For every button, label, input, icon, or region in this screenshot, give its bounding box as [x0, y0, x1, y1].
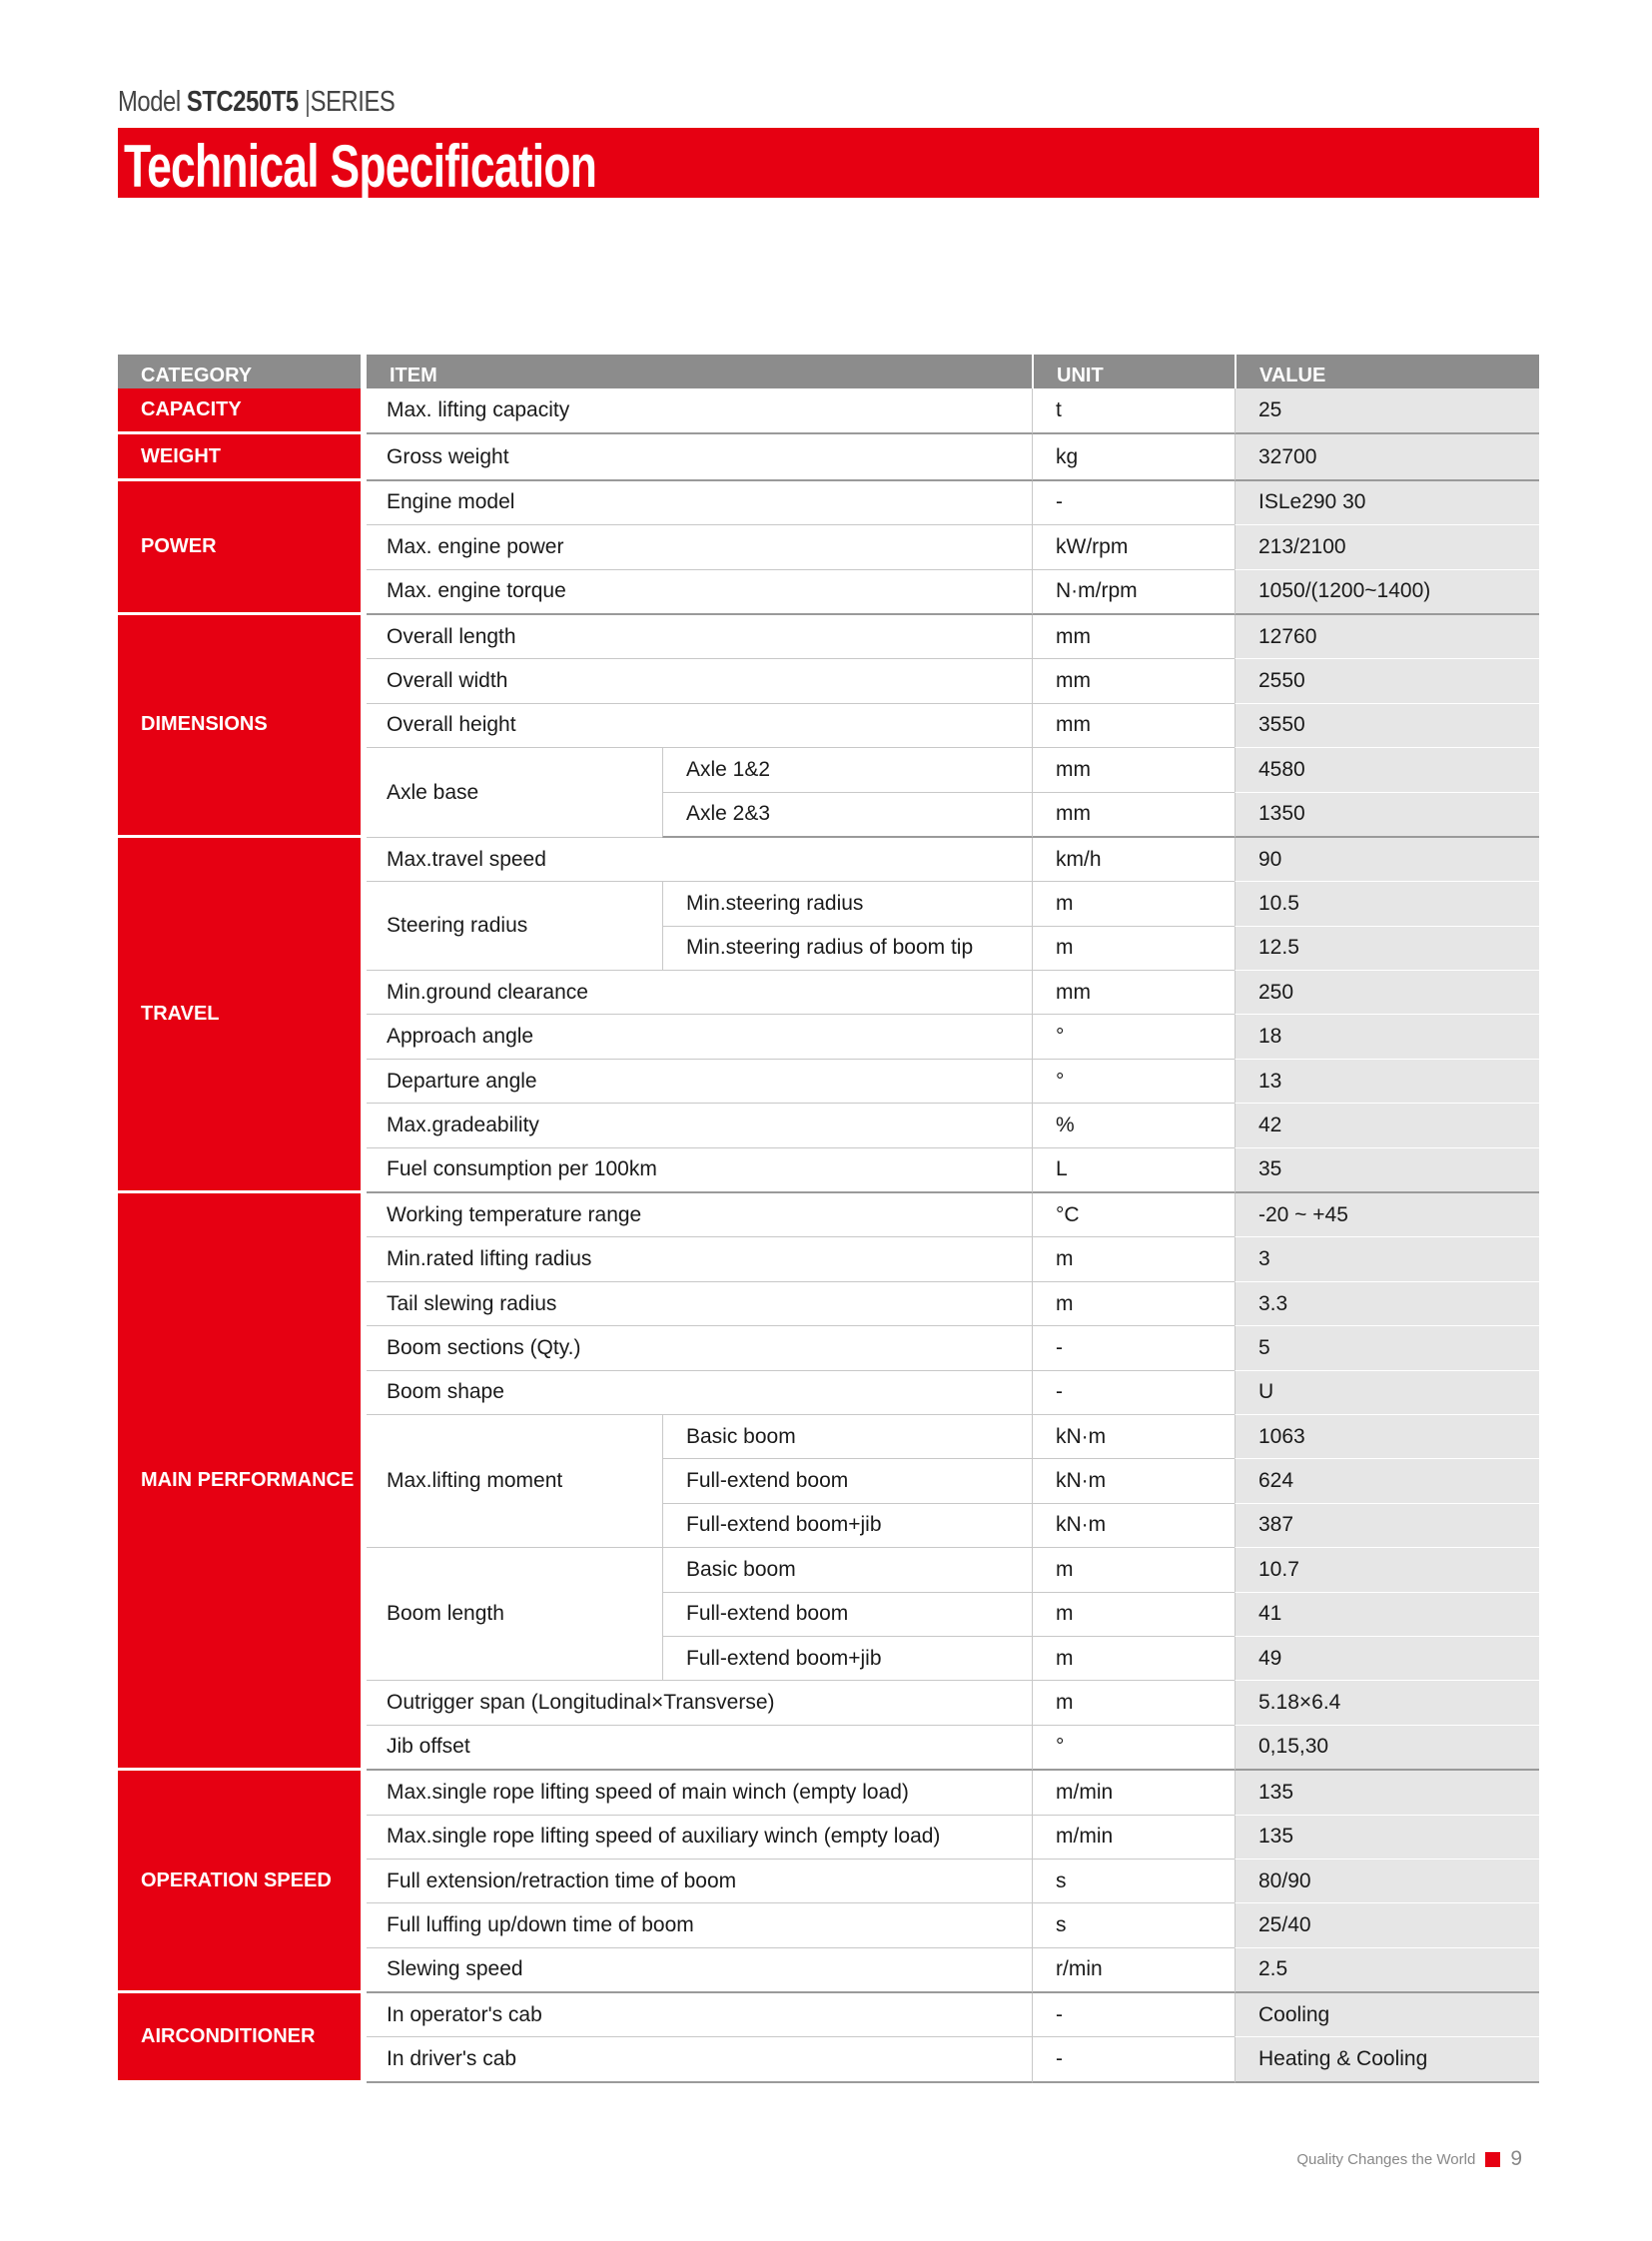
unit-cell: m	[1032, 882, 1235, 926]
item-cell: Overall length	[367, 615, 1032, 659]
item-cell: Axle base	[367, 748, 662, 838]
unit-cell: mm	[1032, 704, 1235, 748]
unit-cell: mm	[1032, 748, 1235, 792]
value-cell: U	[1235, 1371, 1539, 1415]
unit-cell: r/min	[1032, 1948, 1235, 1993]
item-cell: Overall width	[367, 659, 1032, 703]
value-cell: 1350	[1235, 793, 1539, 838]
unit-cell: m	[1032, 1282, 1235, 1326]
item-cell: Steering radius	[367, 882, 662, 971]
value-cell: 18	[1235, 1015, 1539, 1059]
value-cell: 90	[1235, 838, 1539, 882]
category-airconditioner: AIRCONDITIONER	[118, 1993, 361, 2083]
item-cell: Jib offset	[367, 1726, 1032, 1771]
model-name: STC250T5	[186, 86, 299, 118]
unit-cell: kN·m	[1032, 1415, 1235, 1459]
item-cell: Overall height	[367, 704, 1032, 748]
value-cell: 25	[1235, 388, 1539, 434]
value-cell: 1050/(1200~1400)	[1235, 570, 1539, 615]
item-cell: Max.single rope lifting speed of main winch (empty load)	[367, 1771, 1032, 1815]
header-item: ITEM	[367, 355, 1032, 388]
item-cell: Min.ground clearance	[367, 971, 1032, 1015]
value-cell: 213/2100	[1235, 525, 1539, 569]
unit-cell: %	[1032, 1104, 1235, 1147]
sub-item-cell: Axle 2&3	[662, 793, 1032, 838]
unit-cell: mm	[1032, 659, 1235, 703]
value-cell: 5	[1235, 1326, 1539, 1370]
unit-cell: -	[1032, 1993, 1235, 2037]
item-cell: Max. engine torque	[367, 570, 1032, 615]
unit-cell: m	[1032, 1593, 1235, 1637]
unit-cell: °C	[1032, 1193, 1235, 1237]
item-cell: Fuel consumption per 100km	[367, 1148, 1032, 1193]
page-number: 9	[1510, 2147, 1522, 2170]
item-cell: Working temperature range	[367, 1193, 1032, 1237]
value-cell: 135	[1235, 1816, 1539, 1860]
value-cell: 135	[1235, 1771, 1539, 1815]
value-cell: 35	[1235, 1148, 1539, 1193]
sub-item-cell: Axle 1&2	[662, 748, 1032, 792]
table-row	[118, 481, 1539, 525]
sub-item-cell: Min.steering radius of boom tip	[662, 927, 1032, 971]
item-cell: Outrigger span (Longitudinal×Transverse)	[367, 1681, 1032, 1725]
item-cell: Boom shape	[367, 1371, 1032, 1415]
category-capacity: CAPACITY	[118, 388, 361, 434]
category-weight: WEIGHT	[118, 434, 361, 480]
unit-cell: °	[1032, 1726, 1235, 1771]
item-cell: In operator's cab	[367, 1993, 1032, 2037]
value-cell: 5.18×6.4	[1235, 1681, 1539, 1725]
value-cell: 49	[1235, 1637, 1539, 1681]
unit-cell: m/min	[1032, 1771, 1235, 1815]
item-cell: Min.rated lifting radius	[367, 1237, 1032, 1281]
page-footer	[1296, 2147, 1522, 2171]
value-cell: 4580	[1235, 748, 1539, 792]
item-cell: Max. engine power	[367, 525, 1032, 569]
table-header-row	[118, 355, 1539, 388]
item-cell: Departure angle	[367, 1060, 1032, 1104]
unit-cell: m/min	[1032, 1816, 1235, 1860]
model-series: SERIES	[310, 86, 396, 118]
table-row	[118, 615, 1539, 659]
value-cell: ISLe290 30	[1235, 481, 1539, 525]
value-cell: 250	[1235, 971, 1539, 1015]
item-cell: Max. lifting capacity	[367, 388, 1032, 434]
sub-item-cell: Full-extend boom	[662, 1593, 1032, 1637]
item-cell: Max.single rope lifting speed of auxiliary winch (empty load)	[367, 1816, 1032, 1860]
value-cell: 12.5	[1235, 927, 1539, 971]
model-line	[118, 86, 395, 119]
item-cell: Tail slewing radius	[367, 1282, 1032, 1326]
sub-item-cell: Full-extend boom+jib	[662, 1637, 1032, 1681]
unit-cell: -	[1032, 1326, 1235, 1370]
red-square-icon	[1485, 2152, 1500, 2167]
sub-item-cell: Full-extend boom	[662, 1459, 1032, 1503]
unit-cell: mm	[1032, 615, 1235, 659]
value-cell: 41	[1235, 1593, 1539, 1637]
unit-cell: kN·m	[1032, 1459, 1235, 1503]
category-main-performance: MAIN PERFORMANCE	[118, 1193, 361, 1771]
unit-cell: kW/rpm	[1032, 525, 1235, 569]
model-prefix: Model	[118, 86, 181, 118]
table-row	[118, 1993, 1539, 2037]
category-power: POWER	[118, 481, 361, 615]
model-separator: |	[304, 86, 311, 118]
header-unit: UNIT	[1032, 355, 1235, 388]
item-cell: Engine model	[367, 481, 1032, 525]
unit-cell: m	[1032, 1237, 1235, 1281]
value-cell: 624	[1235, 1459, 1539, 1503]
category-dimensions: DIMENSIONS	[118, 615, 361, 838]
unit-cell: m	[1032, 927, 1235, 971]
value-cell: 3550	[1235, 704, 1539, 748]
value-cell: 0,15,30	[1235, 1726, 1539, 1771]
value-cell: 1063	[1235, 1415, 1539, 1459]
value-cell: 42	[1235, 1104, 1539, 1147]
unit-cell: m	[1032, 1637, 1235, 1681]
unit-cell: mm	[1032, 793, 1235, 838]
item-cell: Full luffing up/down time of boom	[367, 1903, 1032, 1947]
value-cell: 10.7	[1235, 1548, 1539, 1592]
unit-cell: N·m/rpm	[1032, 570, 1235, 615]
unit-cell: m	[1032, 1548, 1235, 1592]
value-cell: 32700	[1235, 434, 1539, 480]
unit-cell: s	[1032, 1903, 1235, 1947]
header-category: CATEGORY	[118, 355, 361, 388]
spec-table	[118, 355, 1539, 2083]
unit-cell: °	[1032, 1015, 1235, 1059]
header-value: VALUE	[1235, 355, 1539, 388]
item-cell: Max.lifting moment	[367, 1415, 662, 1548]
table-row	[118, 434, 1539, 480]
unit-cell: t	[1032, 388, 1235, 434]
unit-cell: s	[1032, 1860, 1235, 1903]
unit-cell: kN·m	[1032, 1504, 1235, 1548]
value-cell: 12760	[1235, 615, 1539, 659]
value-cell: 3.3	[1235, 1282, 1539, 1326]
item-cell: Approach angle	[367, 1015, 1032, 1059]
value-cell: 13	[1235, 1060, 1539, 1104]
unit-cell: kg	[1032, 434, 1235, 480]
unit-cell: -	[1032, 2037, 1235, 2082]
value-cell: -20 ~ +45	[1235, 1193, 1539, 1237]
unit-cell: m	[1032, 1681, 1235, 1725]
unit-cell: km/h	[1032, 838, 1235, 882]
item-cell: Boom length	[367, 1548, 662, 1681]
item-cell: Boom sections (Qty.)	[367, 1326, 1032, 1370]
sub-item-cell: Basic boom	[662, 1548, 1032, 1592]
page-title: Technical Specification	[124, 133, 597, 200]
value-cell: 25/40	[1235, 1903, 1539, 1947]
value-cell: 2.5	[1235, 1948, 1539, 1993]
value-cell: 2550	[1235, 659, 1539, 703]
value-cell: Heating & Cooling	[1235, 2037, 1539, 2082]
unit-cell: -	[1032, 481, 1235, 525]
sub-item-cell: Basic boom	[662, 1415, 1032, 1459]
sub-item-cell: Full-extend boom+jib	[662, 1504, 1032, 1548]
sub-item-cell: Min.steering radius	[662, 882, 1032, 926]
item-cell: In driver's cab	[367, 2037, 1032, 2082]
unit-cell: -	[1032, 1371, 1235, 1415]
unit-cell: L	[1032, 1148, 1235, 1193]
value-cell: Cooling	[1235, 1993, 1539, 2037]
value-cell: 387	[1235, 1504, 1539, 1548]
unit-cell: mm	[1032, 971, 1235, 1015]
table-row	[118, 838, 1539, 882]
table-row	[118, 388, 1539, 434]
item-cell: Max.travel speed	[367, 838, 1032, 882]
item-cell: Full extension/retraction time of boom	[367, 1860, 1032, 1903]
item-cell: Max.gradeability	[367, 1104, 1032, 1147]
footer-slogan: Quality Changes the World	[1296, 2150, 1476, 2168]
value-cell: 10.5	[1235, 882, 1539, 926]
category-operation-speed: OPERATION SPEED	[118, 1771, 361, 1993]
category-travel: TRAVEL	[118, 838, 361, 1193]
item-cell: Gross weight	[367, 434, 1032, 480]
unit-cell: °	[1032, 1060, 1235, 1104]
value-cell: 80/90	[1235, 1860, 1539, 1903]
table-row	[118, 1771, 1539, 1815]
value-cell: 3	[1235, 1237, 1539, 1281]
item-cell: Slewing speed	[367, 1948, 1032, 1993]
table-row	[118, 1193, 1539, 1237]
